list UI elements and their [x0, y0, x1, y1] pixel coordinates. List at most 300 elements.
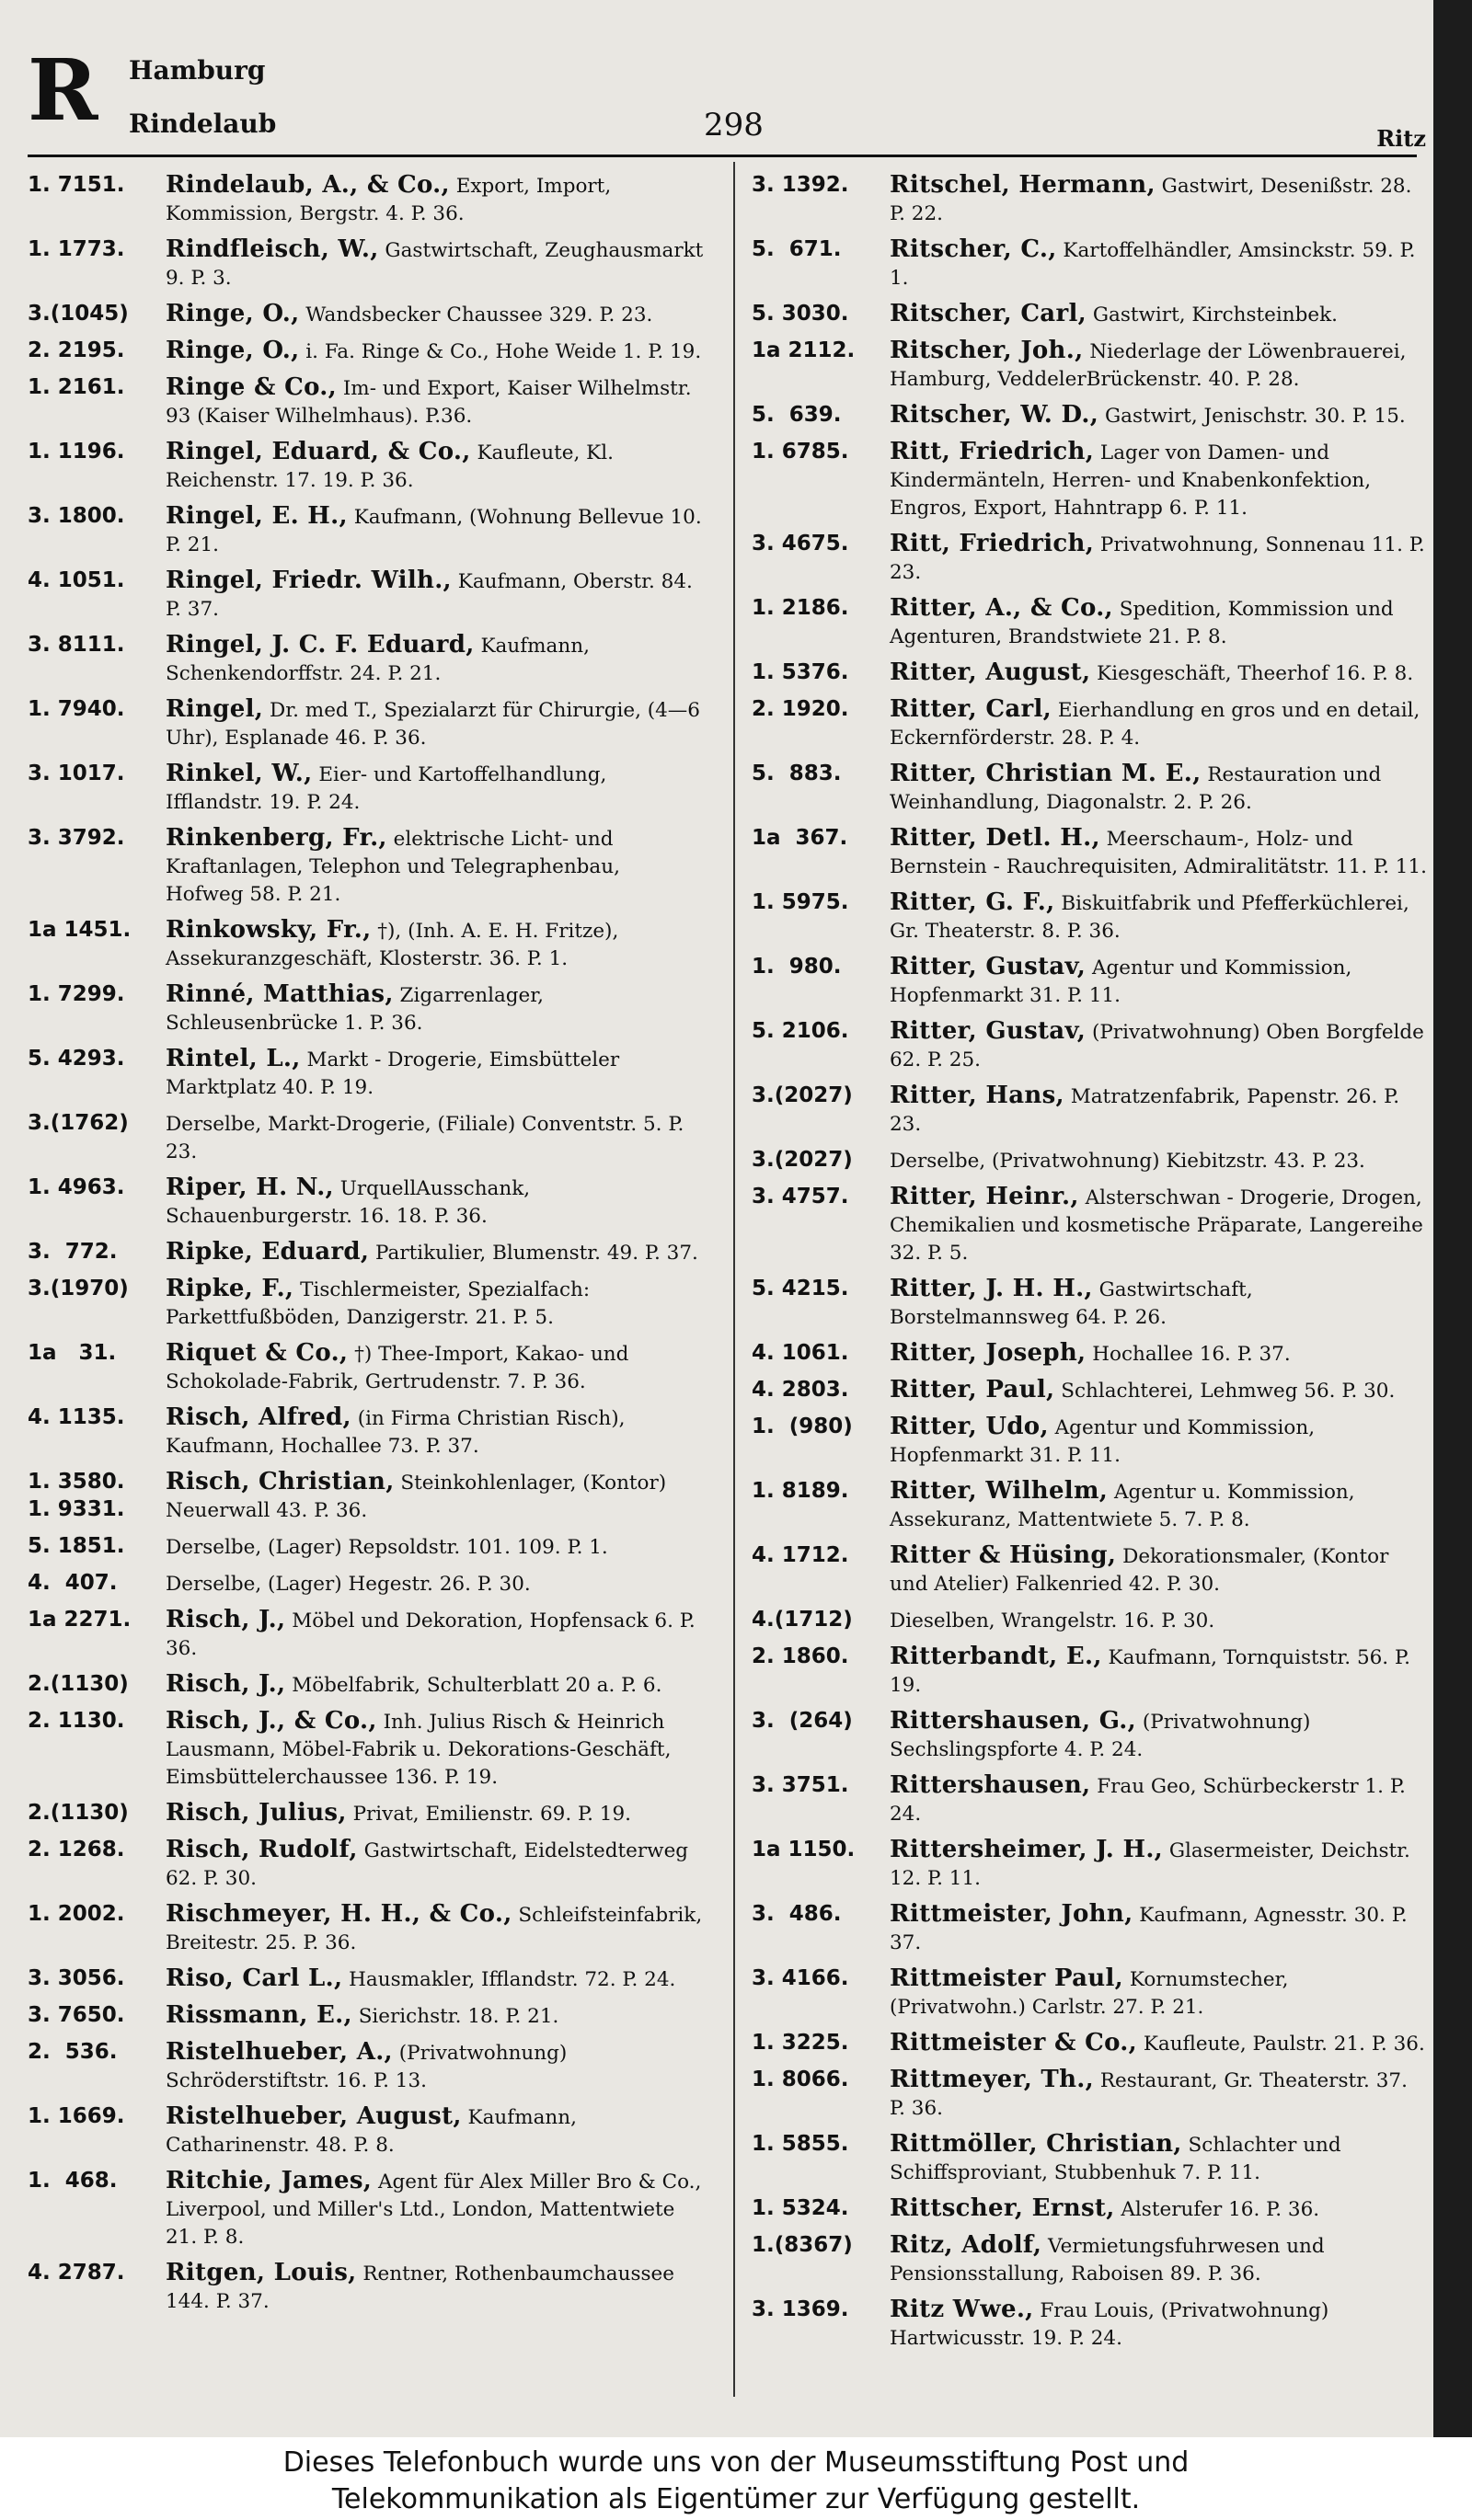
page-number: 298 — [704, 107, 764, 143]
subscriber-details: Schlachterei, Lehmweg 56. P. 30. — [1061, 1380, 1396, 1403]
subscriber-details: Kaufleute, Kl. Reichenstr. 17. 19. P. 36. — [166, 441, 614, 492]
directory-entry — [28, 1836, 704, 1893]
phone-number: 1a 367. — [752, 826, 848, 850]
phone-number: 3. 3792. — [28, 826, 125, 850]
directory-entry — [752, 760, 1428, 817]
directory-entry — [752, 2029, 1428, 2058]
subscriber-name: Rinné, Matthias, — [166, 980, 394, 1008]
phone-number: 5. 883. — [752, 762, 842, 785]
phone-number: 3. 4675. — [752, 532, 849, 556]
directory-entry — [752, 1964, 1428, 2022]
subscriber-name: Risch, J., — [166, 1670, 286, 1698]
subscriber-name: Ritterbandt, E., — [890, 1643, 1102, 1670]
subscriber-name: Ritter, Wilhelm, — [890, 1477, 1109, 1505]
phone-number: 4. 2787. — [28, 2261, 125, 2285]
directory-entry — [752, 953, 1428, 1010]
subscriber-details: Im- und Export, Kaiser Wilhelmstr. 93 (Kaiser Wilhelmhaus). P.36. — [166, 377, 692, 428]
subscriber-details: Dr. med T., Spezialarzt für Chirurgie, (4—6 Uhr), Esplanade 46. P. 36. — [166, 699, 700, 750]
phone-number: 4. 1135. — [28, 1405, 125, 1429]
subscriber-name: Rittershausen, G., — [890, 1707, 1137, 1735]
subscriber-details: Lager von Damen- und Kindermänteln, Herren- und Knabenkonfektion, Engros, Export, Hahntrapp 6. P. 11. — [890, 441, 1372, 520]
directory-entry — [752, 2296, 1428, 2353]
subscriber-details: Zigarrenlager, Schleusenbrücke 1. P. 36. — [166, 984, 544, 1035]
subscriber-name: Ripke, F., — [166, 1275, 294, 1302]
phone-number: 1. 8189. — [752, 1479, 849, 1503]
directory-entry — [28, 1468, 704, 1525]
subscriber-name: Ringe, O., — [166, 337, 300, 364]
phone-number: 1. 2186. — [752, 596, 849, 620]
subscriber-name: Ringe, O., — [166, 300, 300, 327]
subscriber-name: Ritter, Detl. H., — [890, 824, 1100, 852]
phone-number: 5. 4293. — [28, 1047, 125, 1071]
directory-entry — [28, 2038, 704, 2095]
subscriber-details: Gastwirt, Desenißstr. 28. P. 22. — [890, 175, 1412, 225]
directory-entry — [28, 2167, 704, 2251]
phone-number: 1. 2161. — [28, 375, 125, 399]
directory-entry — [752, 1900, 1428, 1957]
header-rule — [28, 155, 1417, 157]
subscriber-details: Kaufmann, Agnesstr. 30. P. 37. — [890, 1904, 1408, 1954]
directory-entry — [752, 401, 1428, 430]
subscriber-details: Matratzenfabrik, Papenstr. 26. P. 23. — [890, 1085, 1400, 1136]
subscriber-details: Dieselben, Wrangelstr. 16. P. 30. — [890, 1609, 1215, 1632]
subscriber-name: Risch, J., — [166, 1606, 286, 1633]
subscriber-name: Riquet & Co., — [166, 1339, 349, 1367]
phone-number: 3. (264) — [752, 1709, 853, 1733]
directory-entry — [752, 1606, 1428, 1635]
subscriber-details: Kaufmann, Tornquiststr. 56. P. 19. — [890, 1646, 1410, 1697]
subscriber-details: Eierhandlung en gros und en detail, Eckernförderstr. 28. P. 4. — [890, 699, 1420, 750]
phone-number: 3. 1369. — [752, 2297, 849, 2321]
scan-edge — [1433, 0, 1472, 2437]
phone-number: 1. 5376. — [752, 660, 849, 684]
phone-number: 3. 8111. — [28, 633, 125, 657]
directory-entry — [28, 1670, 704, 1700]
directory-entry — [28, 567, 704, 624]
subscriber-details: Kartoffelhändler, Amsinckstr. 59. P. 1. — [890, 239, 1416, 290]
subscriber-details: Gastwirt, Kirchsteinbek. — [1092, 304, 1338, 326]
header-range-start: Rindelaub — [129, 109, 277, 139]
phone-number: 1. 2002. — [28, 1902, 125, 1926]
subscriber-name: Ritscher, Carl, — [890, 300, 1087, 327]
subscriber-name: Ritter, J. H. H., — [890, 1275, 1093, 1302]
directory-entry — [28, 760, 704, 817]
phone-number: 3.(1762) — [28, 1111, 129, 1135]
subscriber-name: Ritt, Friedrich, — [890, 530, 1095, 557]
subscriber-details: Alsterschwan - Drogerie, Drogen, Chemikalien und kosmetische Präparate, Langereihe 32. P. 5. — [890, 1186, 1423, 1265]
phone-number: 3. 3751. — [752, 1773, 849, 1797]
subscriber-name: Ringel, J. C. F. Eduard, — [166, 631, 475, 659]
phone-number: 5. 2106. — [752, 1019, 849, 1043]
subscriber-details: Agent für Alex Miller Bro & Co., Liverpool, und Miller's Ltd., London, Mattentwiete 21. P. 8. — [166, 2171, 702, 2249]
directory-entry — [28, 1403, 704, 1460]
subscriber-details: (Privatwohnung) Schröderstiftstr. 16. P. 13. — [166, 2042, 568, 2092]
left-column — [28, 171, 704, 2323]
subscriber-name: Ritter, Hans, — [890, 1082, 1064, 1109]
directory-entry — [28, 1799, 704, 1828]
subscriber-name: Ristelhueber, A., — [166, 2038, 393, 2066]
directory-entry — [28, 2259, 704, 2316]
subscriber-details: Partikulier, Blumenstr. 49. P. 37. — [375, 1242, 698, 1265]
phone-number: 1. 8066. — [752, 2068, 849, 2091]
subscriber-name: Ritter, A., & Co., — [890, 594, 1113, 622]
subscriber-details: Eier- und Kartoffelhandlung, Ifflandstr. 19. P. 24. — [166, 763, 607, 814]
phone-number: 5. 4215. — [752, 1277, 849, 1300]
phone-number: 1a 31. — [28, 1341, 117, 1365]
subscriber-name: Rindfleisch, W., — [166, 235, 379, 263]
subscriber-details: Alsterufer 16. P. 36. — [1121, 2198, 1320, 2221]
phone-number: 2. 536. — [28, 2040, 118, 2064]
subscriber-details: Meerschaum-, Holz- und Bernstein - Rauchrequisiten, Admiralitätstr. 11. P. 11. — [890, 828, 1427, 878]
directory-entry — [28, 1238, 704, 1267]
directory-entry — [28, 695, 704, 752]
phone-number: 1. 6785. — [752, 440, 849, 464]
right-column — [752, 171, 1428, 2360]
subscriber-name: Ringe & Co., — [166, 373, 337, 401]
subscriber-name: Ritt, Friedrich, — [890, 438, 1095, 465]
directory-entry — [28, 1569, 704, 1598]
phone-number: 1. 1669. — [28, 2104, 125, 2128]
subscriber-details: Derselbe, (Privatwohnung) Kiebitzstr. 43. P. 23. — [890, 1150, 1365, 1173]
subscriber-details: elektrische Licht- und Kraftanlagen, Telephon und Telegraphenbau, Hofweg 58. P. 21. — [166, 828, 620, 906]
directory-entry — [752, 1836, 1428, 1893]
subscriber-name: Riso, Carl L., — [166, 1964, 343, 1992]
subscriber-name: Ritter, Heinr., — [890, 1183, 1079, 1210]
header-city: Hamburg — [129, 55, 266, 86]
directory-entry — [28, 824, 704, 909]
directory-entry — [28, 916, 704, 973]
subscriber-details: Privat, Emilienstr. 69. P. 19. — [352, 1803, 631, 1826]
subscriber-details: Derselbe, (Lager) Hegestr. 26. P. 30. — [166, 1573, 531, 1596]
footer-line-1: Dieses Telefonbuch wurde uns von der Museumsstiftung Post und — [282, 2446, 1190, 2479]
subscriber-name: Ritscher, Joh., — [890, 337, 1084, 364]
subscriber-details: Gastwirtschaft, Borstelmannsweg 64. P. 26. — [890, 1278, 1253, 1329]
subscriber-details: Vermietungsfuhrwesen und Pensionsstallung, Raboisen 89. P. 36. — [890, 2235, 1325, 2285]
directory-entry — [752, 1477, 1428, 1534]
subscriber-name: Rissmann, E., — [166, 2001, 352, 2029]
directory-entry — [752, 1275, 1428, 1332]
phone-number: 3. 4757. — [752, 1185, 849, 1208]
directory-entry — [752, 824, 1428, 881]
directory-entry — [28, 1275, 704, 1332]
directory-entry — [28, 300, 704, 329]
directory-entry — [752, 300, 1428, 329]
phone-number: 3.(2027) — [752, 1148, 853, 1172]
directory-entry — [752, 1183, 1428, 1267]
phone-number: 1. 5975. — [752, 890, 849, 914]
subscriber-name: Ritschel, Hermann, — [890, 171, 1156, 199]
directory-entry — [752, 1413, 1428, 1470]
subscriber-details: Rentner, Rothenbaumchaussee 144. P. 37. — [166, 2262, 674, 2313]
subscriber-details: Biskuitfabrik und Pfefferküchlerei, Gr. Theaterstr. 8. P. 36. — [890, 892, 1409, 943]
phone-number: 3. 4166. — [752, 1966, 849, 1990]
subscriber-name: Rintel, L., — [166, 1045, 301, 1072]
subscriber-name: Ritter, Joseph, — [890, 1339, 1087, 1367]
subscriber-name: Rinkel, W., — [166, 760, 313, 787]
subscriber-details: Schleifsteinfabrik, Breitestr. 25. P. 36. — [166, 1904, 703, 1954]
subscriber-name: Rittmeister, John, — [890, 1900, 1133, 1928]
phone-number: 3.(2027) — [752, 1083, 853, 1107]
phone-number: 3. 1800. — [28, 504, 125, 528]
subscriber-details: Glasermeister, Deichstr. 12. P. 11. — [890, 1839, 1410, 1890]
subscriber-details: Export, Import, Kommission, Bergstr. 4. P. 36. — [166, 175, 612, 225]
footer-line-2: Telekommunikation als Eigentümer zur Verfügung gestellt. — [331, 2483, 1141, 2515]
subscriber-details: Steinkohlenlager, (Kontor) Neuerwall 43. P. 36. — [166, 1472, 667, 1522]
subscriber-details: Spedition, Kommission und Agenturen, Brandstwiete 21. P. 8. — [890, 598, 1394, 648]
column-divider — [733, 162, 735, 2397]
directory-entry — [28, 235, 704, 292]
subscriber-details: Möbel und Dekoration, Hopfensack 6. P. 36. — [166, 1609, 696, 1660]
subscriber-details: Wandsbecker Chaussee 329. P. 23. — [305, 304, 653, 326]
subscriber-name: Ritter, Carl, — [890, 695, 1052, 723]
phone-number: 1. 3225. — [752, 2031, 849, 2055]
directory-entry — [28, 373, 704, 430]
phone-number: 3. 1017. — [28, 762, 125, 785]
subscriber-details: Frau Louis, (Privatwohnung) Hartwicusstr. 19. P. 24. — [890, 2299, 1329, 2350]
subscriber-name: Rischmeyer, H. H., & Co., — [166, 1900, 512, 1928]
directory-entry — [28, 171, 704, 228]
phone-number: 4. 407. — [28, 1571, 118, 1595]
phone-number: 1a 2112. — [752, 338, 856, 362]
phone-number: 4. 2803. — [752, 1378, 849, 1402]
subscriber-name: Risch, J., & Co., — [166, 1707, 377, 1735]
directory-entry — [752, 594, 1428, 651]
subscriber-details: Schlachter und Schiffsproviant, Stubbenhuk 7. P. 11. — [890, 2134, 1341, 2184]
subscriber-name: Ritter & Hüsing, — [890, 1541, 1117, 1569]
phone-number: 2. 2195. — [28, 338, 125, 362]
subscriber-name: Ritter, Christian M. E., — [890, 760, 1202, 787]
subscriber-details: Gastwirtschaft, Zeughausmarkt 9. P. 3. — [166, 239, 704, 290]
subscriber-details: Privatwohnung, Sonnenau 11. P. 23. — [890, 533, 1425, 584]
directory-entry — [752, 1146, 1428, 1175]
subscriber-details: (Privatwohnung) Oben Borgfelde 62. P. 25. — [890, 1021, 1424, 1071]
phone-number: 3.(1970) — [28, 1277, 129, 1300]
subscriber-details: (Privatwohnung) Sechslingspforte 4. P. 24. — [890, 1711, 1311, 1761]
phone-number: 1a 2271. — [28, 1608, 132, 1632]
directory-entry — [752, 2194, 1428, 2224]
subscriber-name: Ritter, Gustav, — [890, 1017, 1087, 1045]
subscriber-details: Gastwirt, Jenischstr. 30. P. 15. — [1104, 405, 1406, 428]
directory-entry — [28, 1606, 704, 1663]
phone-number: 1. 468. — [28, 2169, 118, 2193]
subscriber-details: UrquellAusschank, Schauenburgerstr. 16. 18. P. 36. — [166, 1177, 531, 1228]
subscriber-name: Rinkenberg, Fr., — [166, 824, 387, 852]
subscriber-details: i. Fa. Ringe & Co., Hohe Weide 1. P. 19. — [305, 340, 702, 363]
phone-number: 1a 1451. — [28, 918, 132, 942]
directory-entry — [752, 2130, 1428, 2187]
phone-number: 1. 7940. — [28, 697, 125, 721]
section-letter: R — [28, 40, 98, 140]
directory-entry — [28, 438, 704, 495]
subscriber-details: Kaufmann, Schenkendorffstr. 24. P. 21. — [166, 635, 590, 685]
subscriber-name: Rindelaub, A., & Co., — [166, 171, 450, 199]
subscriber-details: Kaufmann, Oberstr. 84. P. 37. — [166, 570, 693, 621]
directory-entry — [28, 2001, 704, 2031]
subscriber-name: Ritscher, W. D., — [890, 401, 1099, 429]
subscriber-name: Ritter, G. F., — [890, 888, 1055, 916]
subscriber-name: Rittmeister Paul, — [890, 1964, 1124, 1992]
directory-entry — [28, 631, 704, 688]
directory-entry — [28, 1707, 704, 1792]
directory-entry — [28, 980, 704, 1037]
subscriber-name: Rittmeister & Co., — [890, 2029, 1137, 2056]
subscriber-name: Ritscher, C., — [890, 235, 1057, 263]
subscriber-details: Dekorationsmaler, (Kontor und Atelier) Falkenried 42. P. 30. — [890, 1545, 1389, 1596]
directory-entry — [28, 1900, 704, 1957]
phone-number: 5. 1851. — [28, 1534, 125, 1558]
subscriber-details: Kiesgeschäft, Theerhof 16. P. 8. — [1097, 662, 1414, 685]
directory-entry — [28, 1045, 704, 1102]
subscriber-details: Markt - Drogerie, Eimsbütteler Marktplatz 40. P. 19. — [166, 1048, 620, 1099]
directory-entry — [752, 888, 1428, 945]
directory-entry — [752, 2066, 1428, 2123]
subscriber-name: Ritter, Udo, — [890, 1413, 1049, 1440]
subscriber-name: Ringel, E. H., — [166, 502, 348, 530]
subscriber-details: Tischlermeister, Spezialfach: Parkettfußböden, Danzigerstr. 21. P. 5. — [166, 1278, 591, 1329]
page-header — [28, 40, 1426, 158]
phone-number: 1. 1196. — [28, 440, 125, 464]
subscriber-name: Risch, Christian, — [166, 1468, 395, 1495]
phone-number: 1. 7151. — [28, 173, 125, 197]
phone-number: 5. 3030. — [752, 302, 849, 326]
subscriber-name: Ritchie, James, — [166, 2167, 373, 2194]
subscriber-details: Sierichstr. 18. P. 21. — [358, 2005, 559, 2028]
subscriber-details: Frau Geo, Schürbeckerstr 1. P. 24. — [890, 1775, 1406, 1826]
phone-number: 1. 4963. — [28, 1175, 125, 1199]
phone-number: 3. 7650. — [28, 2003, 125, 2027]
directory-entry — [752, 1707, 1428, 1764]
phone-number: 3. 1392. — [752, 173, 849, 197]
directory-entry — [28, 1339, 704, 1396]
phone-number: 4. 1712. — [752, 1543, 849, 1567]
directory-entry — [752, 1082, 1428, 1139]
directory-entry — [752, 2231, 1428, 2288]
subscriber-name: Ripke, Eduard, — [166, 1238, 370, 1266]
header-range-end: Ritz — [1376, 125, 1426, 152]
subscriber-name: Rittmöller, Christian, — [890, 2130, 1182, 2158]
directory-entry — [752, 1339, 1428, 1369]
phone-number: 1. 3580. 1. 9331. — [28, 1470, 125, 1521]
subscriber-name: Ritter, Gustav, — [890, 953, 1087, 980]
subscriber-details: Kaufmann, (Wohnung Bellevue 10. P. 21. — [166, 506, 702, 556]
directory-entry — [752, 235, 1428, 292]
subscriber-name: Rittershausen, — [890, 1771, 1091, 1799]
phone-number: 2.(1130) — [28, 1672, 129, 1696]
subscriber-details: Agentur und Kommission, Hopfenmarkt 31. P. 11. — [890, 956, 1352, 1007]
directory-entry — [752, 171, 1428, 228]
phone-number: 2. 1860. — [752, 1644, 849, 1668]
subscriber-details: Gastwirtschaft, Eidelstedterweg 62. P. 30. — [166, 1839, 689, 1890]
phone-number: 1a 1150. — [752, 1838, 856, 1861]
subscriber-name: Riper, H. N., — [166, 1174, 334, 1201]
subscriber-details: Kaufleute, Paulstr. 21. P. 36. — [1143, 2033, 1425, 2056]
phone-number: 1. 980. — [752, 955, 842, 979]
phone-number: 5. 671. — [752, 237, 842, 261]
subscriber-details: Hochallee 16. P. 37. — [1092, 1343, 1291, 1366]
phone-number: 1.(8367) — [752, 2233, 853, 2257]
subscriber-name: Risch, Julius, — [166, 1799, 347, 1827]
directory-entry — [28, 1174, 704, 1231]
subscriber-details: Derselbe, (Lager) Repsoldstr. 101. 109. P. 1. — [166, 1536, 608, 1559]
subscriber-name: Risch, Rudolf, — [166, 1836, 358, 1863]
directory-entry — [28, 337, 704, 366]
directory-entry — [752, 1643, 1428, 1700]
subscriber-name: Ritgen, Louis, — [166, 2259, 357, 2286]
subscriber-name: Risch, Alfred, — [166, 1403, 351, 1431]
phone-number: 1. 7299. — [28, 982, 125, 1006]
phone-number: 1. (980) — [752, 1415, 853, 1438]
phone-number: 4. 1061. — [752, 1341, 849, 1365]
footer-notice — [0, 2437, 1472, 2520]
subscriber-name: Rittmeyer, Th., — [890, 2066, 1094, 2093]
subscriber-name: Ritter, Paul, — [890, 1376, 1055, 1403]
directory-entry — [28, 2102, 704, 2159]
subscriber-details: †), (Inh. A. E. H. Fritze), Assekuranzgeschäft, Klosterstr. 36. P. 1. — [166, 920, 619, 970]
subscriber-details: Möbelfabrik, Schulterblatt 20 a. P. 6. — [292, 1674, 662, 1697]
directory-entry — [28, 1532, 704, 1562]
subscriber-details: Restauration und Weinhandlung, Diagonalstr. 2. P. 26. — [890, 763, 1382, 814]
phone-number: 2.(1130) — [28, 1801, 129, 1825]
phone-number: 2. 1130. — [28, 1709, 125, 1733]
directory-entry — [752, 438, 1428, 522]
directory-entry — [752, 1541, 1428, 1598]
directory-entry — [752, 337, 1428, 394]
phone-number: 4. 1051. — [28, 568, 125, 592]
subscriber-name: Ritter, August, — [890, 659, 1091, 686]
subscriber-name: Ringel, — [166, 695, 264, 723]
subscriber-details: Niederlage der Löwenbrauerei, Hamburg, VeddelerBrückenstr. 40. P. 28. — [890, 340, 1407, 391]
phone-number: 1. 5324. — [752, 2196, 849, 2220]
subscriber-name: Rinkowsky, Fr., — [166, 916, 372, 944]
subscriber-details: Agentur u. Kommission, Assekuranz, Mattentwiete 5. 7. P. 8. — [890, 1481, 1355, 1531]
subscriber-name: Ringel, Friedr. Wilh., — [166, 567, 452, 594]
directory-entry — [28, 502, 704, 559]
subscriber-details: (in Firma Christian Risch), Kaufmann, Hochallee 73. P. 37. — [166, 1407, 626, 1458]
phone-number: 3.(1045) — [28, 302, 129, 326]
subscriber-details: Derselbe, Markt-Drogerie, (Filiale) Conventstr. 5. P. 23. — [166, 1113, 684, 1163]
phone-number: 4.(1712) — [752, 1608, 853, 1632]
phone-number: 3. 772. — [28, 1240, 118, 1264]
phone-number: 5. 639. — [752, 403, 842, 427]
phone-number: 3. 486. — [752, 1902, 842, 1926]
phone-number: 2. 1920. — [752, 697, 849, 721]
directory-entry — [28, 1964, 704, 1994]
directory-entry — [752, 1017, 1428, 1074]
subscriber-details: Kaufmann, Catharinenstr. 48. P. 8. — [166, 2106, 577, 2157]
phone-number: 1. 5855. — [752, 2132, 849, 2156]
directory-entry — [752, 695, 1428, 752]
subscriber-name: Ristelhueber, August, — [166, 2102, 462, 2130]
subscriber-name: Ringel, Eduard, & Co., — [166, 438, 471, 465]
subscriber-name: Rittscher, Ernst, — [890, 2194, 1115, 2222]
phone-number: 3. 3056. — [28, 1966, 125, 1990]
subscriber-name: Ritz, Adolf, — [890, 2231, 1042, 2259]
subscriber-details: Restaurant, Gr. Theaterstr. 37. P. 36. — [890, 2069, 1408, 2120]
phone-number: 1. 1773. — [28, 237, 125, 261]
directory-entry — [752, 659, 1428, 688]
subscriber-details: Inh. Julius Risch & Heinrich Lausmann, Möbel-Fabrik u. Dekorations-Geschäft, Eimsbüttelerchaussee 136. P. 19. — [166, 1711, 672, 1789]
subscriber-name: Rittersheimer, J. H., — [890, 1836, 1164, 1863]
subscriber-details: Agentur und Kommission, Hopfenmarkt 31. P. 11. — [890, 1416, 1316, 1467]
subscriber-details: Kornumstecher, (Privatwohn.) Carlstr. 27. P. 21. — [890, 1968, 1289, 2019]
subscriber-details: Hausmakler, Ifflandstr. 72. P. 24. — [349, 1968, 676, 1991]
directory-entry — [752, 1771, 1428, 1828]
directory-entry — [752, 1376, 1428, 1405]
directory-entry — [752, 530, 1428, 587]
subscriber-name: Ritz Wwe., — [890, 2296, 1034, 2323]
subscriber-details: †) Thee-Import, Kakao- und Schokolade-Fabrik, Gertrudenstr. 7. P. 36. — [166, 1343, 629, 1393]
directory-entry — [28, 1109, 704, 1166]
